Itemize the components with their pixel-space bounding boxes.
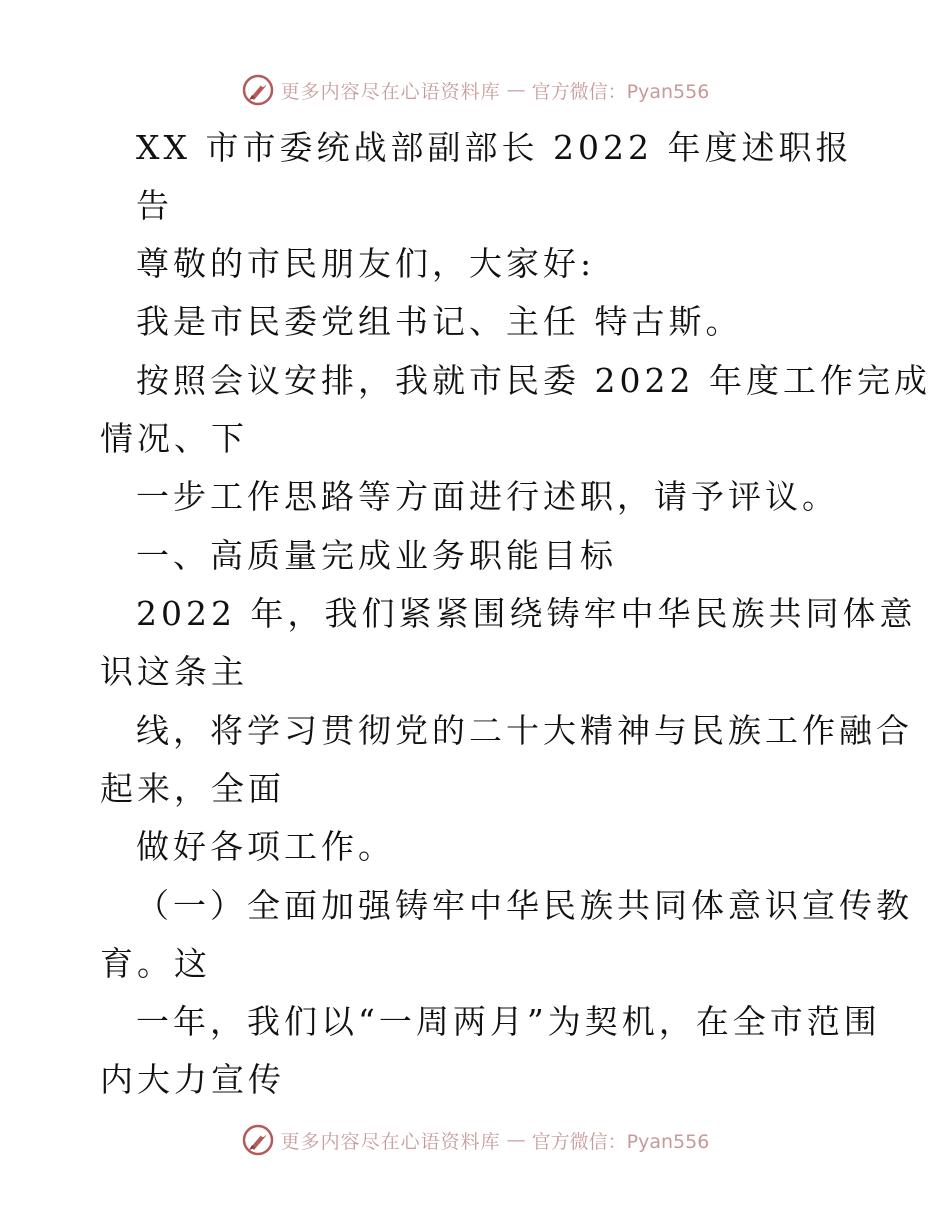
doc-line: 情况、下 — [100, 419, 248, 458]
doc-line: 按照会议安排，我就市民委 2022 年度工作完成 — [136, 361, 931, 400]
doc-line: 线，将学习贯彻党的二十大精神与民族工作融合 — [136, 711, 913, 750]
doc-line: 2022 年，我们紧紧围绕铸牢中华民族共同体意 — [136, 594, 917, 633]
doc-line: 一年，我们以“一周两月”为契机，在全市范围 — [136, 1002, 881, 1041]
doc-line: 做好各项工作。 — [136, 827, 395, 866]
doc-line: 起来，全面 — [100, 769, 285, 808]
doc-title-line-1: XX 市市委统战部副部长 2022 年度述职报 — [136, 128, 853, 167]
doc-section-heading: 一、高质量完成业务职能目标 — [136, 536, 617, 575]
watermark-account: 官方微信：Pyan556 — [531, 80, 710, 103]
watermark-separator: — — [506, 1129, 526, 1151]
watermark-text: 更多内容尽在心语资料库 — [280, 80, 501, 103]
doc-line: 内大力宣传 — [100, 1060, 285, 1099]
doc-line: 一步工作思路等方面进行述职，请予评议。 — [136, 477, 839, 516]
footer-watermark — [0, 1120, 950, 1160]
pen-nib-logo-icon — [241, 1123, 275, 1157]
doc-line: 育。这 — [100, 944, 211, 983]
doc-line: 识这条主 — [100, 652, 248, 691]
watermark-account: 官方微信：Pyan556 — [531, 1130, 710, 1153]
doc-line: 尊敬的市民朋友们，大家好: — [136, 244, 596, 283]
doc-line: 我是市民委党组书记、主任 特古斯。 — [136, 302, 743, 341]
doc-subsection-heading: （一）全面加强铸牢中华民族共同体意识宣传教 — [136, 886, 913, 925]
doc-title-line-2: 告 — [136, 186, 173, 225]
watermark-text: 更多内容尽在心语资料库 — [280, 1130, 501, 1153]
watermark-separator: — — [506, 79, 526, 101]
